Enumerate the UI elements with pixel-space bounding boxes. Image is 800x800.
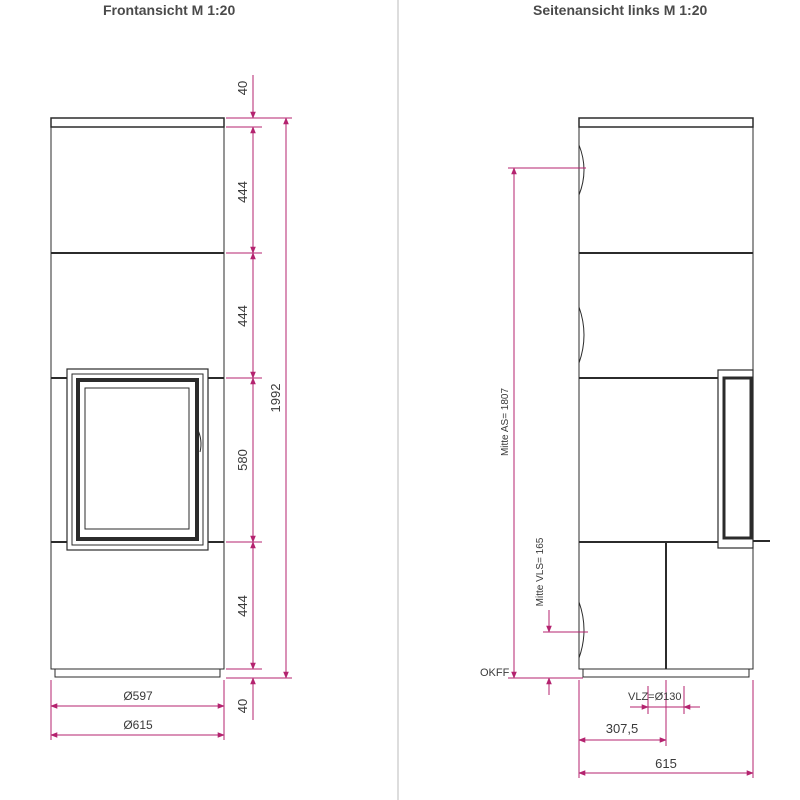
dim-seg3: 580 [235, 449, 250, 471]
side-dim-labels [480, 388, 682, 771]
front-view-stove [51, 118, 224, 677]
dim-half-depth: 307,5 [605, 721, 639, 736]
dim-depth: 615 [655, 756, 677, 771]
dim-seg2: 444 [235, 305, 250, 327]
side-view-title: Seitenansicht links M 1:20 [533, 2, 708, 18]
side-top-cap [579, 118, 753, 127]
dim-top-cap: 40 [235, 80, 250, 96]
fire-door-frame [67, 369, 208, 550]
dim-inner-width: Ø597 [123, 689, 153, 703]
dim-seg4: 444 [235, 595, 250, 617]
dim-total-height: 1992 [268, 383, 283, 413]
side-view-stove [579, 118, 770, 677]
dim-seg1: 444 [235, 181, 250, 203]
dim-outer-width: Ø615 [123, 718, 153, 732]
dim-mitte-as: Mitte AS= 1807 [500, 387, 511, 457]
connector-bump [579, 602, 584, 658]
okff-label: OKFF [480, 667, 510, 679]
plinth [55, 669, 220, 677]
side-plinth [583, 669, 749, 677]
top-cap [51, 118, 224, 127]
front-view-title: Frontansicht M 1:20 [103, 2, 236, 18]
side-dims [508, 168, 753, 778]
dim-vlz: VLZ=Ø130 [628, 691, 682, 703]
connector-bump [579, 145, 584, 195]
dim-mitte-vls: Mitte VLS= 165 [535, 537, 546, 607]
connector-bump [579, 307, 584, 363]
dim-plinth: 40 [235, 698, 250, 714]
